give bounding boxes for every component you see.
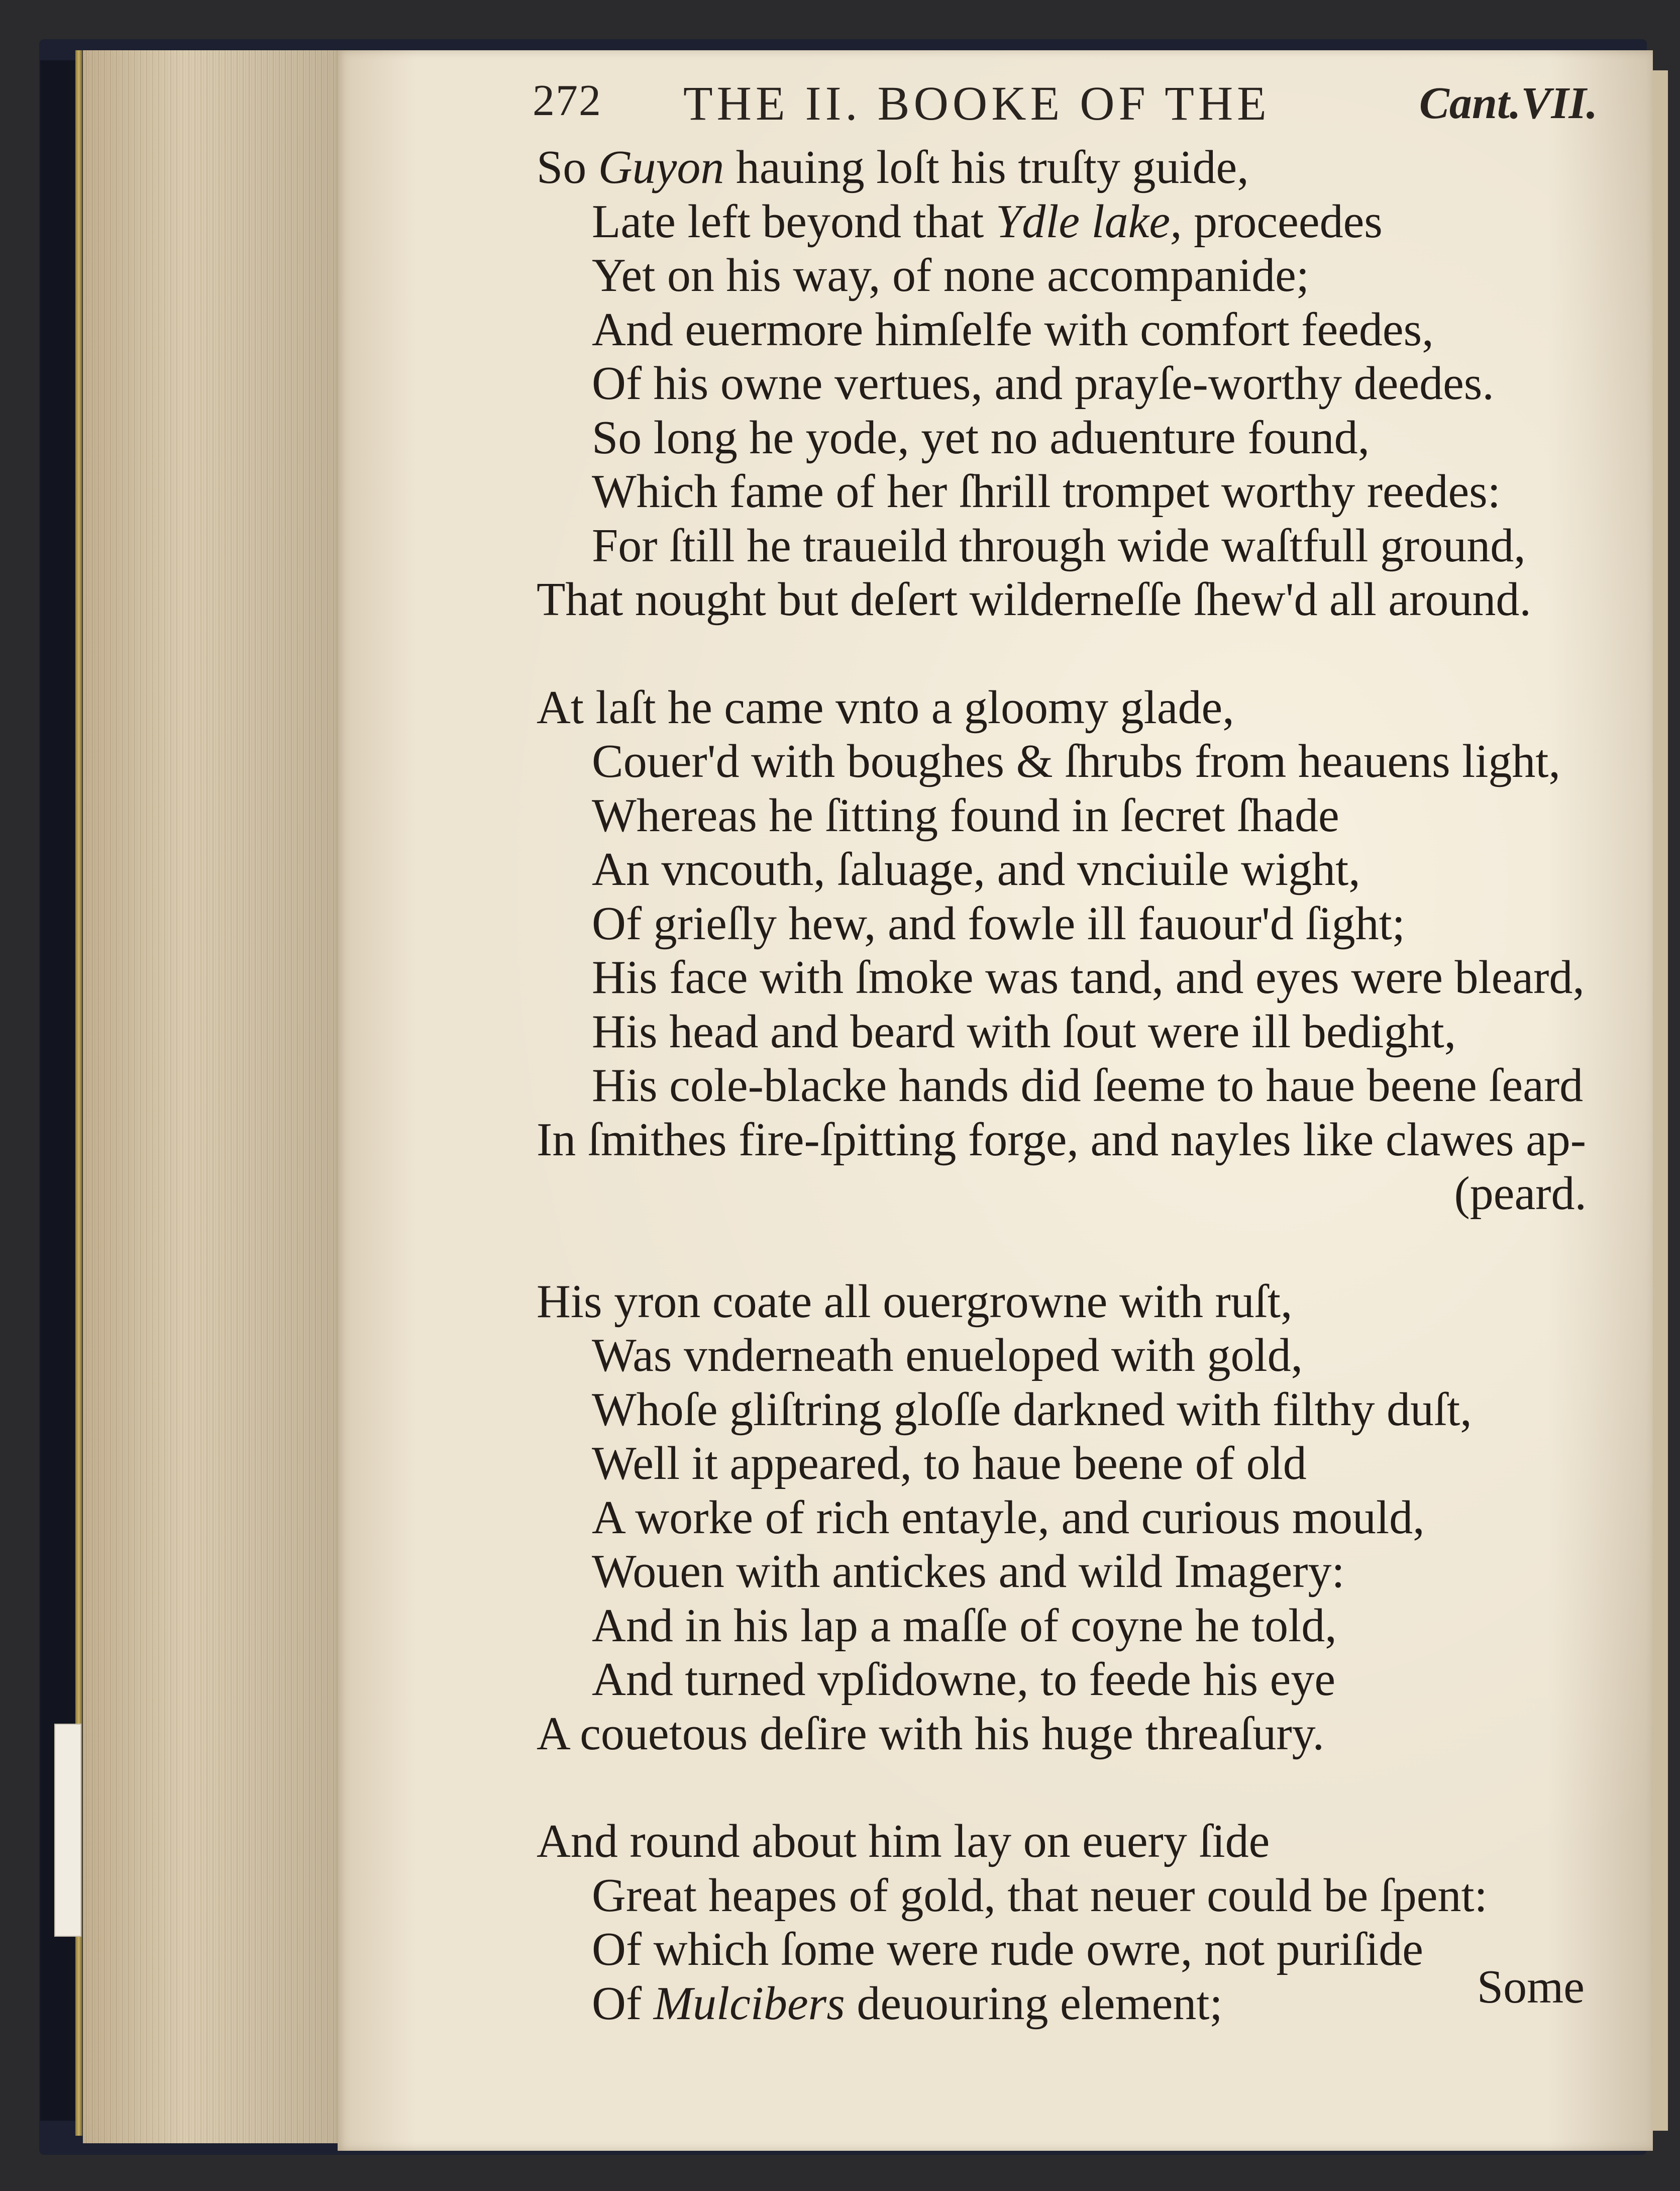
verse-line <box>537 1977 1602 2031</box>
verse-line <box>537 1815 1602 1869</box>
verse-line <box>537 1383 1602 1437</box>
verse-text: Well it appeared, to haue beene of old <box>592 1437 1307 1489</box>
verse-line <box>537 195 1602 249</box>
verse-line <box>537 951 1602 1005</box>
verse-text: Of grieſly hew, and fowle ill fauour'd ſight; <box>592 897 1405 950</box>
verse-text: And in his lap a maſſe of coyne he told, <box>592 1599 1337 1652</box>
verse-line <box>537 1059 1602 1113</box>
verse-line <box>537 303 1602 357</box>
verse-line <box>537 735 1602 789</box>
verse-text: Whoſe gliſtring gloſſe darkned with filthy duſt, <box>592 1383 1472 1436</box>
verse-line <box>537 141 1602 195</box>
verse-line <box>537 789 1602 843</box>
verse-line <box>537 843 1602 897</box>
verse-text: Great heapes of gold, that neuer could be ſpent: <box>592 1869 1488 1922</box>
running-title: THE II. BOOKE OF THE <box>683 76 1271 130</box>
italic-name: Mulcibers <box>653 1977 845 2030</box>
verse-text: An vncouth, ſaluage, and vnciuile wight, <box>592 843 1360 895</box>
verse-text: In ſmithes fire-ſpitting forge, and nayles like clawes ap- <box>537 1113 1587 1166</box>
verse-text: Whereas he ſitting found in ſecret ſhade <box>592 789 1339 842</box>
stanza <box>537 141 1602 627</box>
verse-text: Of which ſome were rude owre, not puriſide <box>592 1923 1423 1975</box>
italic-name: Guyon <box>598 141 724 193</box>
verse-line <box>537 1437 1602 1491</box>
verse-line <box>537 1167 1602 1221</box>
verse-text: At laſt he came vnto a gloomy glade, <box>537 681 1234 734</box>
verse-line <box>537 897 1602 951</box>
right-page-edge <box>1653 70 1668 2131</box>
verse-text: His yron coate all ouergrowne with ruſt, <box>537 1275 1293 1328</box>
verse-line <box>537 249 1602 303</box>
stanza <box>537 681 1602 1221</box>
verse-line <box>537 1113 1602 1167</box>
verse-line <box>537 357 1602 411</box>
canto-label: Cant.VII. <box>1419 78 1598 128</box>
verse-text: Wouen with antickes and wild Imagery: <box>592 1545 1345 1598</box>
page-stack-edges <box>83 50 339 2143</box>
verse-text: That nought but deſert wilderneſſe ſhew'd all around. <box>537 573 1531 626</box>
poem-text <box>537 141 1602 2031</box>
catchword: Some <box>1477 1961 1585 2013</box>
verse-text: Couer'd with boughes & ſhrubs from heauens light, <box>592 735 1561 787</box>
verse-text: A couetous deſire with his huge threaſury. <box>537 1707 1325 1760</box>
running-head <box>533 75 1598 131</box>
verse-text: His face with ſmoke was tand, and eyes were bleard, <box>592 951 1585 1004</box>
verse-line <box>537 411 1602 465</box>
stanza <box>537 1815 1602 2031</box>
verse-text: For ſtill he traueild through wide waſtfull ground, <box>592 519 1526 572</box>
stanza <box>537 1275 1602 1761</box>
verse-line <box>537 1329 1602 1383</box>
verse-text: So long he yode, yet no aduenture found, <box>592 411 1370 464</box>
verse-text: hauing loſt his truſty guide, <box>724 141 1249 193</box>
verse-line <box>537 681 1602 735</box>
verse-text: Which fame of her ſhrill trompet worthy reedes: <box>592 465 1501 518</box>
verse-text: A worke of rich entayle, and curious mould, <box>592 1491 1425 1544</box>
verse-text: Late left beyond that <box>592 195 996 248</box>
verse-text: And turned vpſidowne, to feede his eye <box>592 1653 1336 1706</box>
verse-text: Of his owne vertues, and prayſe-worthy deedes. <box>592 357 1494 410</box>
verse-line <box>537 1005 1602 1059</box>
verse-line <box>537 465 1602 519</box>
verse-text: And round about him lay on euery ſide <box>537 1815 1270 1867</box>
verse-line <box>537 1707 1602 1761</box>
verse-text: Of <box>592 1977 654 2030</box>
verse-line <box>537 519 1602 573</box>
verse-line <box>537 1923 1602 1977</box>
page-number: 272 <box>533 76 602 125</box>
verse-text: (peard. <box>1454 1167 1587 1220</box>
verse-text: So <box>537 141 598 193</box>
verse-text: His head and beard with ſout were ill bedight, <box>592 1005 1456 1058</box>
verse-line <box>537 1491 1602 1545</box>
shelf-label <box>54 1724 81 1937</box>
verse-text: Yet on his way, of none accompanide; <box>592 249 1309 302</box>
verse-text: proceedes <box>1182 195 1383 248</box>
verse-line <box>537 573 1602 627</box>
verse-line <box>537 1545 1602 1599</box>
italic-name: Ydle lake, <box>995 195 1182 248</box>
verse-line <box>537 1275 1602 1329</box>
verse-text: Was vnderneath enueloped with gold, <box>592 1329 1303 1381</box>
verse-line <box>537 1869 1602 1923</box>
verse-text: And euermore himſelfe with comfort feedes, <box>592 303 1434 356</box>
verse-line <box>537 1653 1602 1707</box>
verse-text: His cole-blacke hands did ſeeme to haue beene ſeard <box>592 1059 1584 1112</box>
verse-line <box>537 1599 1602 1653</box>
verse-text: deuouring element; <box>845 1977 1223 2030</box>
